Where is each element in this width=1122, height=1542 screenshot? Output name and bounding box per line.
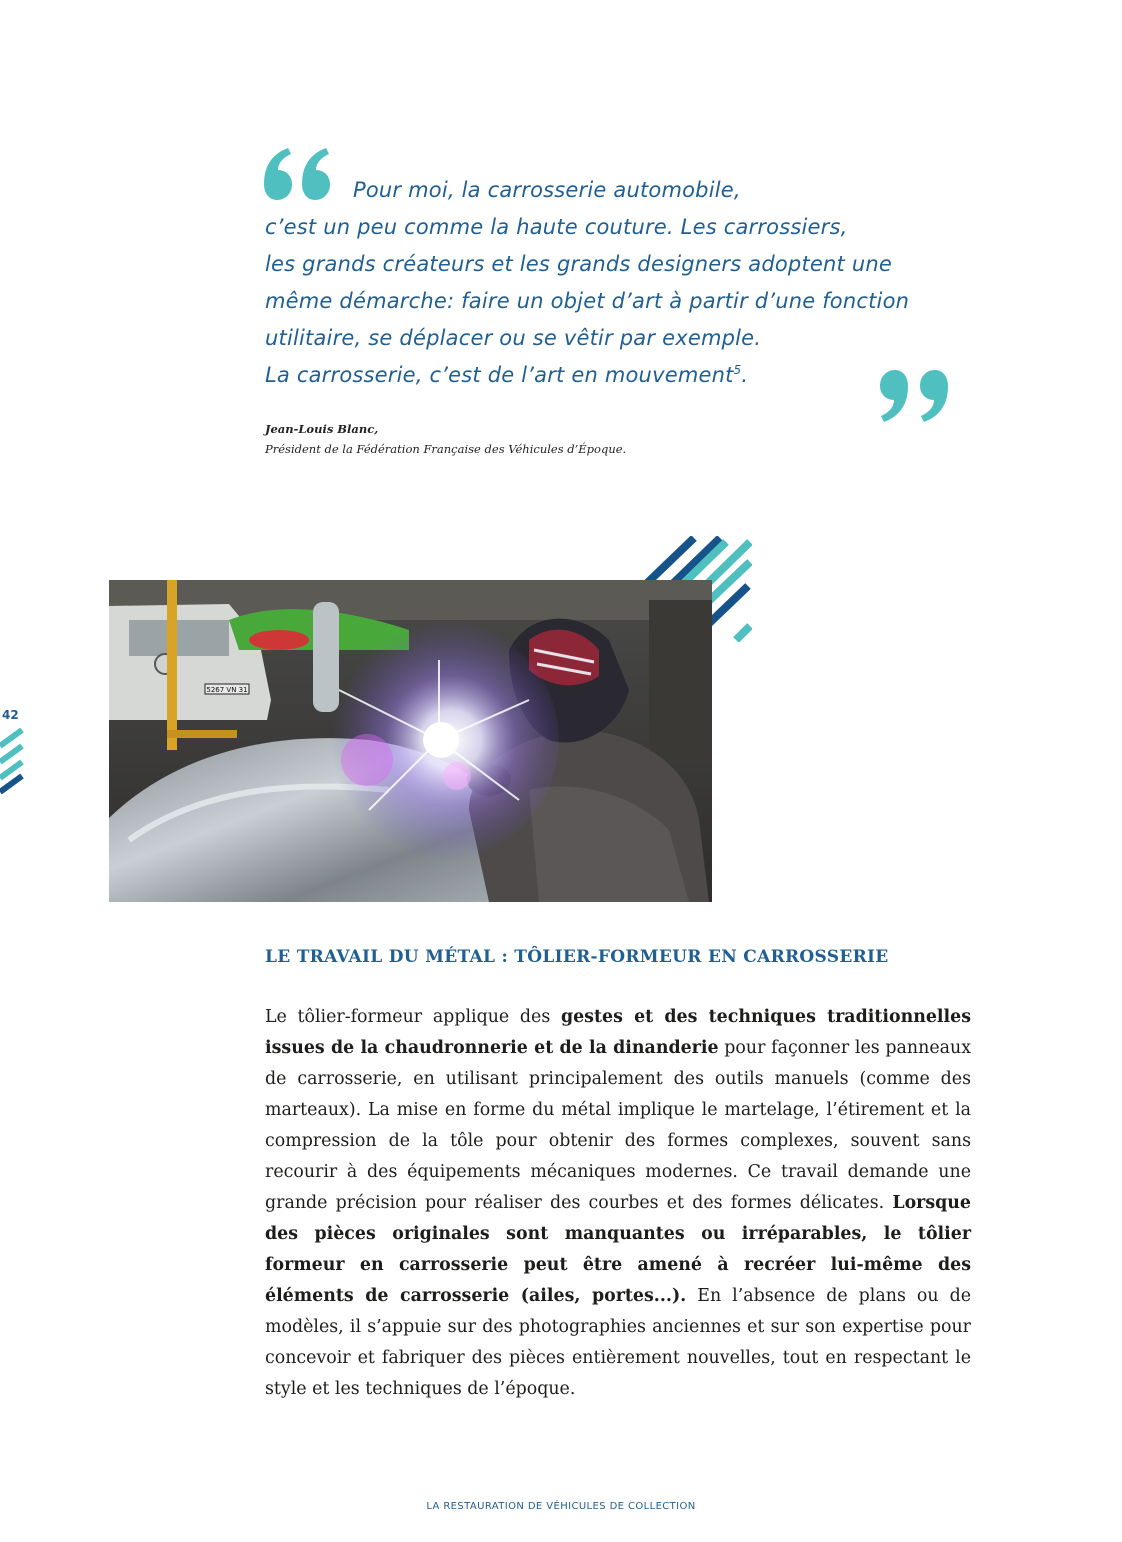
footnote-ref[interactable]: 5 bbox=[733, 363, 742, 377]
body-bold-2: Lorsque des pièces originales sont manquantes ou irréparables, le tôlier formeur en carrosserie peut être amené à recréer lui-même des éléments de carrosserie (ailes, portes...). bbox=[265, 1193, 971, 1306]
quote-line-last bbox=[265, 357, 985, 394]
running-footer: LA RESTAURATION DE VÉHICULES DE COLLECTION bbox=[426, 1501, 696, 1512]
quote-end-punct: . bbox=[741, 363, 749, 387]
welding-photo bbox=[109, 580, 712, 902]
author-name: Jean-Louis Blanc, bbox=[265, 422, 379, 436]
quote-line-text: La carrosserie, c’est de l’art en mouvement bbox=[265, 363, 734, 387]
welding-photo-illustration bbox=[109, 580, 712, 902]
quote-attribution bbox=[265, 419, 626, 459]
body-text-1: Le tôlier-formeur applique des bbox=[265, 1007, 561, 1027]
side-stripes-icon bbox=[0, 728, 24, 794]
quote-close-icon bbox=[878, 368, 952, 424]
quote-line: utilitaire, se déplacer ou se vêtir par exemple. bbox=[265, 326, 762, 350]
quote-line: Pour moi, la carrosserie automobile, bbox=[353, 178, 741, 202]
license-plate-text: 5267 VN 31 bbox=[206, 686, 248, 694]
author-role: Président de la Fédération Française des Véhicules d’Époque. bbox=[265, 442, 627, 456]
quote-line: les grands créateurs et les grands designers adoptent une bbox=[265, 252, 892, 276]
pull-quote bbox=[265, 172, 985, 394]
body-text-2: pour façonner les panneaux de carrosserie, en utilisant principalement des outils manuels (comme des marteaux). La mise en forme du métal implique le martelage, l’étirement et la compression de la tôle pour obtenir des formes complexes, souvent sans recourir à des équipements mécaniques modernes. Ce travail demande une grande précision pour réaliser des courbes et des formes délicates. bbox=[265, 1038, 971, 1213]
section-title: LE TRAVAIL DU MÉTAL : TÔLIER-FORMEUR EN CARROSSERIE bbox=[265, 947, 889, 967]
body-bold-1: gestes et des techniques traditionnelles issues de la chaudronnerie et de la dinanderie bbox=[265, 1007, 971, 1058]
quote-line: c’est un peu comme la haute couture. Les carrossiers, bbox=[265, 215, 848, 239]
quote-line: même démarche: faire un objet d’art à partir d’une fonction bbox=[265, 289, 910, 313]
page-number: 42 bbox=[2, 708, 19, 722]
body-text-3: En l’absence de plans ou de modèles, il s’appuie sur des photographies anciennes et sur son expertise pour concevoir et fabriquer des pièces entièrement nouvelles, tout en respectant le style et les techniques de l’époque. bbox=[265, 1286, 972, 1399]
body-paragraph bbox=[265, 1002, 971, 1405]
